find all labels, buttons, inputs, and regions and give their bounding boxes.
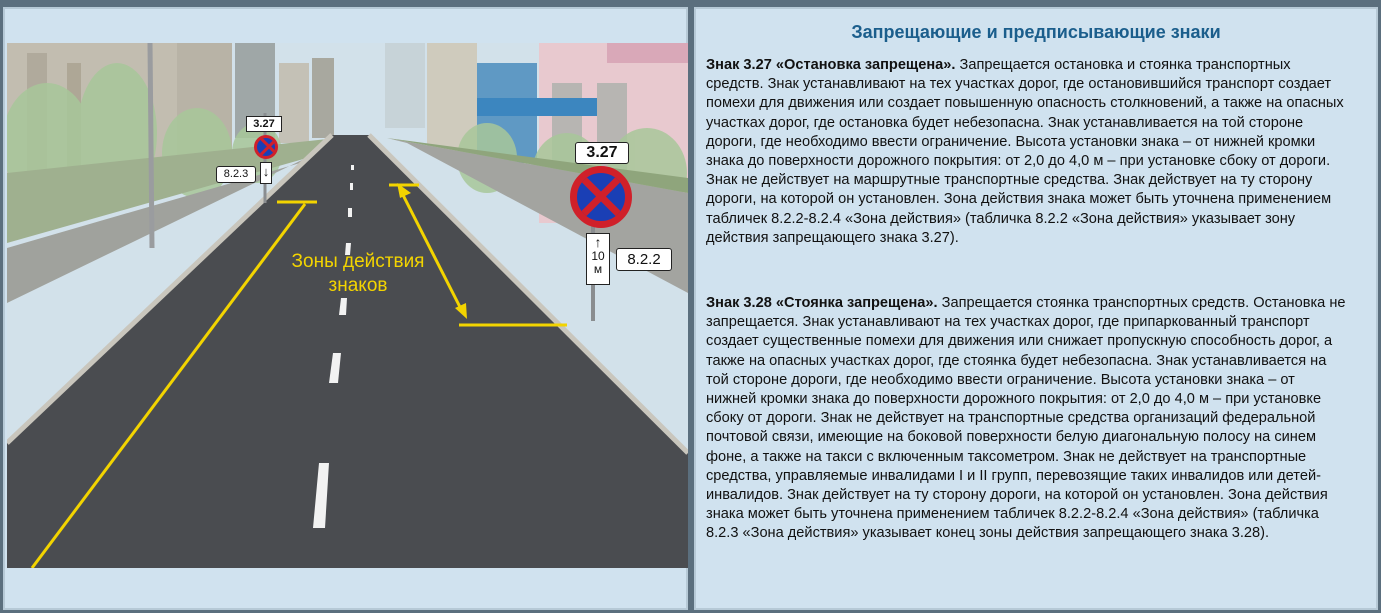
paragraph-text: Запрещается остановка и стоянка транспортных средств. Знак устанавливают на тех участках дорог, где остановившийся транспорт создает помехи для движения или создает повышенную опасность столкновений, а также на опасных участках дорог, где остановка будет небезопасна. Знак устанавливается на той стороне дороги, где необходимо ввести ограничение. Высота установки знака – от нижней кромки знака до поверхности дорожного покрытия: от 2,0 до 4,0 м – при установке сбоку от дороги. Знак не действует на маршрутные транспортные средства. Знак действует на ту сторону дороги, на которой он установлен. Зона действия знака может быть уточнена применением табличек 8.2.2-8.2.4 «Зона действия» (табличка 8.2.2 «Зона действия» указывает зону действия запрещающего знака 3.27). bbox=[706, 57, 1344, 246]
large-plate-label: 8.2.2 bbox=[616, 248, 672, 271]
paragraph-sign-3-27 bbox=[706, 56, 1346, 248]
zones-caption bbox=[268, 250, 448, 298]
small-sign-number-plate: 3.27 bbox=[246, 116, 282, 132]
page-title: Запрещающие и предписывающие знаки bbox=[851, 22, 1221, 42]
arrow-up-icon: ↑ bbox=[594, 234, 602, 250]
small-no-stopping-sign-icon bbox=[254, 135, 278, 159]
distance-value: 10 bbox=[591, 249, 605, 263]
small-plate-label: 8.2.3 bbox=[216, 166, 256, 183]
large-no-stopping-sign-icon bbox=[570, 166, 632, 228]
text-panel bbox=[694, 7, 1378, 610]
paragraph-sign-3-28 bbox=[706, 294, 1346, 544]
zones-caption-line2: знаков bbox=[328, 275, 388, 296]
large-sign-number-plate: 3.27 bbox=[575, 142, 629, 164]
paragraph-heading: Знак 3.28 «Стоянка запрещена». bbox=[706, 295, 938, 311]
small-arrow-down-plate: ↓ bbox=[260, 162, 272, 184]
distance-unit: м bbox=[593, 262, 603, 276]
large-distance-plate bbox=[586, 233, 610, 285]
zones-caption-line1: Зоны действия bbox=[291, 251, 425, 272]
paragraph-heading: Знак 3.27 «Остановка запрещена». bbox=[706, 57, 956, 73]
road-illustration bbox=[7, 43, 688, 568]
paragraph-text: Запрещается стоянка транспортных средств. Остановка не запрещается. Знак устанавливают на тех участках дорог, где припаркованный транспорт создает существенные помехи для движения или снижает пропускную способность дорог, а также на опасных участках дорог, где стоянка будет небезопасна. Знак устанавливается на той стороне дороги, где необходимо ввести ограничение. Высота установки знака – от нижней кромки знака до поверхности дорожного покрытия: от 2,0 до 4,0 м – при установке сбоку от дороги. Знак не действует на транспортные средства организаций федеральной почтовой связи, имеющие на боковой поверхности белую диагональную полосу на синем фоне, а также на такси с включенным таксометром. Знак не действует на транспортные средства, управляемые инвалидами I и II групп, перевозящие таких инвалидов или детей-инвалидов. Знак действует на ту сторону дороги, на которой он установлен. Зона действия знака может быть уточнена применением табличек 8.2.2-8.2.4 «Зона действия» (табличка 8.2.3 «Зона действия» указывает конец зоны действия запрещающего знака 3.28). bbox=[706, 295, 1346, 542]
